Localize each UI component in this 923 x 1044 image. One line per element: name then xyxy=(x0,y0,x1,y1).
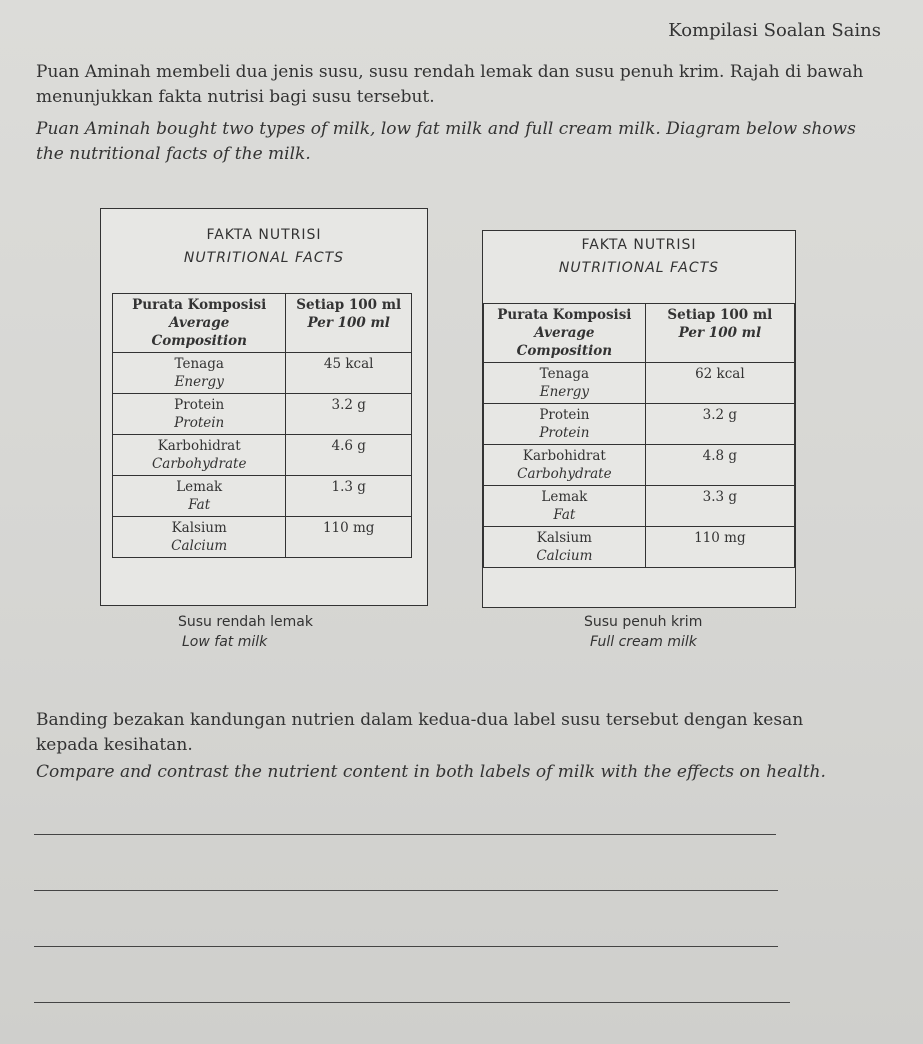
nutrition-label-full-cream xyxy=(482,230,796,608)
nutrient-value: 4.6 g xyxy=(286,435,412,476)
question-text-english: Puan Aminah bought two types of milk, low fat milk and full cream milk. Diagram below shows the nutritional facts of the milk. xyxy=(36,119,856,164)
caption-low-fat xyxy=(178,614,313,650)
caption-full-cream xyxy=(584,614,702,650)
nutrient-value: 3.3 g xyxy=(645,486,794,527)
question-text-malay: Puan Aminah membeli dua jenis susu, susu rendah lemak dan susu penuh krim. Rajah di bawah menunjukkan fakta nutrisi bagi susu tersebut. xyxy=(36,62,864,107)
nutrient-value: 1.3 g xyxy=(286,476,412,517)
column-header-composition: Purata Komposisi xyxy=(497,307,632,323)
nutrition-table xyxy=(112,293,412,558)
answer-line[interactable] xyxy=(34,946,778,947)
table-row: Protein Protein 3.2 g xyxy=(484,404,795,445)
answer-line[interactable] xyxy=(34,1002,790,1003)
nutrition-table xyxy=(483,303,795,568)
table-header-row: Purata Komposisi Average Composition Setiap 100 ml Per 100 ml xyxy=(484,304,795,363)
nutrient-value: 3.2 g xyxy=(645,404,794,445)
nutrient-value: 45 kcal xyxy=(286,353,412,394)
answer-line[interactable] xyxy=(34,890,778,891)
table-row: Lemak Fat 3.3 g xyxy=(484,486,795,527)
caption-english: Full cream milk xyxy=(590,634,697,650)
task-text-malay: Banding bezakan kandungan nutrien dalam kedua-dua label susu tersebut dengan kesan kepada kesihatan. xyxy=(36,710,804,755)
label-title: FAKTA NUTRISI xyxy=(206,227,322,243)
table-row: Lemak Fat 1.3 g xyxy=(113,476,412,517)
table-row: Tenaga Energy 62 kcal xyxy=(484,363,795,404)
caption-english: Low fat milk xyxy=(182,634,268,650)
nutrient-value: 4.8 g xyxy=(645,445,794,486)
caption-malay: Susu rendah lemak xyxy=(178,614,313,630)
nutrient-value: 110 mg xyxy=(645,527,794,568)
column-header-composition: Purata Komposisi xyxy=(132,297,267,313)
table-row: Protein Protein 3.2 g xyxy=(113,394,412,435)
table-row: Kalsium Calcium 110 mg xyxy=(113,517,412,558)
caption-malay: Susu penuh krim xyxy=(584,614,703,630)
answer-line[interactable] xyxy=(34,834,776,835)
nutrient-value: 3.2 g xyxy=(286,394,412,435)
label-title: FAKTA NUTRISI xyxy=(581,237,697,253)
nutrition-label-low-fat xyxy=(100,208,428,606)
table-row: Karbohidrat Carbohydrate 4.8 g xyxy=(484,445,795,486)
label-subtitle: NUTRITIONAL FACTS xyxy=(183,250,345,266)
nutrient-value: 110 mg xyxy=(286,517,412,558)
column-header-per-100ml: Setiap 100 ml xyxy=(667,307,773,323)
table-row: Kalsium Calcium 110 mg xyxy=(484,527,795,568)
table-row: Tenaga Energy 45 kcal xyxy=(113,353,412,394)
table-row: Karbohidrat Carbohydrate 4.6 g xyxy=(113,435,412,476)
label-subtitle: NUTRITIONAL FACTS xyxy=(558,260,720,276)
column-header-per-100ml: Setiap 100 ml xyxy=(296,297,402,313)
task-text-english: Compare and contrast the nutrient content in both labels of milk with the effects on health. xyxy=(36,762,826,782)
nutrient-value: 62 kcal xyxy=(645,363,794,404)
page-header: Kompilasi Soalan Sains xyxy=(668,20,881,41)
table-header-row: Purata Komposisi Average Composition Setiap 100 ml Per 100 ml xyxy=(113,294,412,353)
